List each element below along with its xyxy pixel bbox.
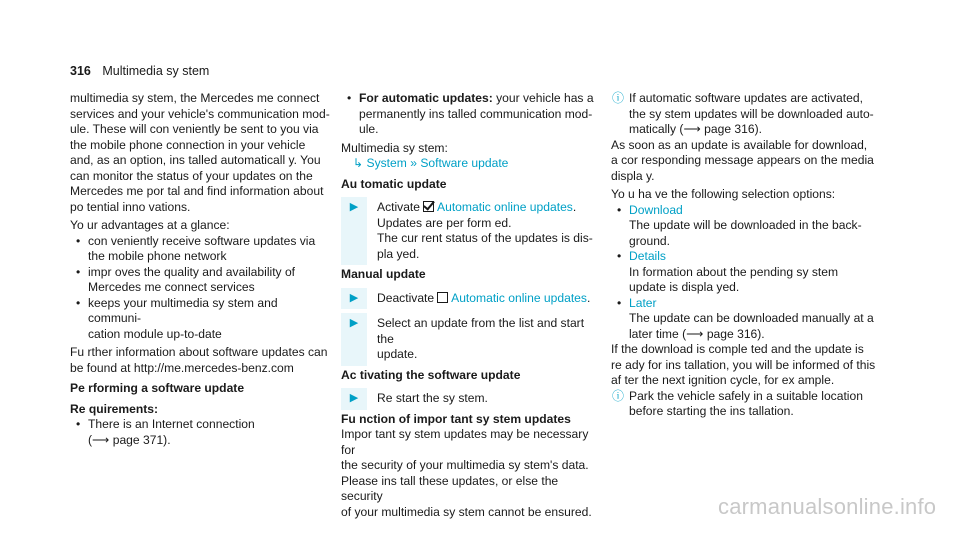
checkbox-checked-icon [423, 201, 434, 212]
section-heading: Fu nction of impor tant sy stem updates [341, 411, 571, 426]
section-heading: Au tomatic update [341, 176, 447, 191]
list-item [611, 203, 879, 219]
further-info: Fu rther information about software updates can be found at http://me.mercedes-benz.com [70, 345, 328, 375]
option-description: The update will be downloaded in the back- ground. [629, 218, 862, 248]
path-start-icon: ↳ [353, 156, 364, 170]
checkbox-unchecked-icon [437, 292, 448, 303]
page-reference[interactable]: later time (⟶ page 316). [629, 326, 765, 341]
section-heading: Ac tivating the software update [341, 367, 521, 382]
option-description: The update can be downloaded manually at a later time (⟶ page 316). [629, 311, 874, 341]
list-item [611, 296, 879, 312]
instruction-step: ▶ Re start the sy stem. [341, 391, 603, 407]
column-3 [611, 91, 879, 420]
step-arrow-icon: ▶ [341, 388, 367, 410]
column-1 [70, 91, 332, 448]
step-arrow-icon: ▶ [341, 197, 367, 265]
watermark: carmanualsonline.info [718, 494, 937, 519]
list-item: • con veniently receive software updates via the mobile phone network [70, 234, 332, 265]
path-separator-icon: » [410, 156, 417, 170]
option-description: In formation about the pending sy stem update is displa yed. [629, 264, 839, 294]
section-heading: Manual update [341, 267, 426, 281]
note-block: ⓘ Park the vehicle safely in a suitable location before starting the ins tallation. [612, 388, 863, 418]
list-item: • There is an Internet connection (⟶ page 371). [70, 417, 332, 448]
info-icon: ⓘ [612, 91, 625, 105]
instruction-step: ▶ Select an update from the list and start the update. [341, 316, 603, 363]
completion-paragraph: If the download is comple ted and the update is re ady for ins tallation, you will be informed of this af ter the next ignition cycle, for ex ample. [611, 342, 876, 387]
list-item: • For automatic updates: your vehicle has a permanently ins talled communication mod- ule. [341, 91, 603, 138]
note-block: ⓘ If automatic software updates are activated, the sy stem updates will be downloaded auto- matically (⟶ page 316). [612, 91, 874, 136]
menu-path [341, 156, 603, 172]
menu-link-system[interactable]: System [366, 156, 407, 170]
reference-arrow-icon: ⟶ [683, 122, 701, 136]
intro-paragraph: multimedia sy stem, the Mercedes me connect services and your vehicle's communication mod- ule. These will con veniently be sent to you via the mobile phone connection in your vehicle and, as an option, ins talled automaticall y. You can monitor the status of your updates on the Mercedes me por tal and find information about po tential inno vations. [70, 91, 330, 214]
option-automatic-online-updates[interactable]: Automatic online updates [451, 290, 587, 305]
option-details[interactable]: Details [629, 249, 666, 263]
availability-paragraph: As soon as an update is available for download, a cor responding message appears on the media displa y. [611, 137, 874, 183]
page-number: 316 [70, 64, 91, 78]
menu-link-software-update[interactable]: Software update [420, 156, 509, 170]
reference-arrow-icon: ⟶ [92, 432, 110, 447]
list-item [611, 249, 879, 265]
step-arrow-icon: ▶ [341, 288, 367, 310]
page-reference[interactable]: matically (⟶ page 316). [629, 122, 762, 136]
section-heading: Pe rforming a software update [70, 381, 245, 395]
requirements-title: Re quirements: [70, 401, 159, 416]
instruction-step: ▶ Activate Automatic online updates. Updates are per form ed. The cur rent status of the updates is dis- pla yed. [341, 200, 603, 262]
options-title: Yo u ha ve the following selection options: [611, 187, 836, 201]
multimedia-system-label: Multimedia sy stem: [341, 140, 448, 155]
function-paragraph: Impor tant sy stem updates may be necessary for the security of your multimedia sy stem's data. Please ins tall these updates, or else the security of your multimedia sy stem cannot be ensured. [341, 427, 592, 519]
advantages-title: Yo ur advantages at a glance: [70, 218, 230, 232]
option-automatic-online-updates[interactable]: Automatic online updates [437, 200, 573, 214]
column-2 [341, 91, 603, 520]
page-header [70, 64, 209, 78]
list-item: • impr oves the quality and availability of Mercedes me connect services [70, 265, 332, 296]
info-icon: ⓘ [612, 388, 625, 403]
page-reference[interactable]: (⟶ page 371). [88, 432, 171, 447]
reference-arrow-icon: ⟶ [686, 326, 704, 341]
step-arrow-icon: ▶ [341, 313, 367, 366]
instruction-step: ▶ Deactivate Automatic online updates. [341, 291, 603, 307]
option-download[interactable]: Download [629, 202, 683, 217]
section-title: Multimedia sy stem [102, 64, 210, 78]
list-item: • keeps your multimedia sy stem and communi- cation module up-to-date [70, 296, 332, 343]
option-later[interactable]: Later [629, 295, 657, 310]
